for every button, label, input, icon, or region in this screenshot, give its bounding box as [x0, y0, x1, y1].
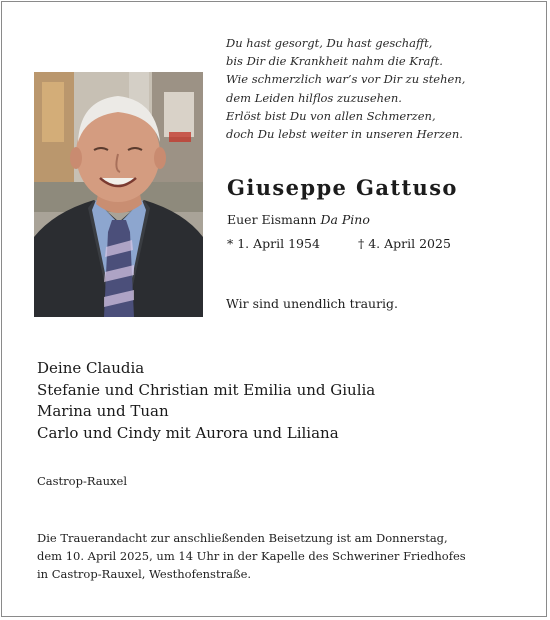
poem-line: bis Dir die Krankheit nahm die Kraft.: [226, 54, 443, 69]
notice-line: Die Trauerandacht zur anschließenden Beisetzung ist am Donnerstag,: [37, 531, 448, 545]
poem-line: doch Du lebst weiter in unseren Herzen.: [226, 127, 463, 142]
family-member-line: Stefanie und Christian mit Emilia und Giulia: [37, 380, 376, 399]
city-name: Castrop-Rauxel: [37, 474, 128, 488]
poem-line: Erlöst bist Du von allen Schmerzen,: [226, 108, 436, 123]
deceased-name: Giuseppe Gattuso: [227, 175, 458, 200]
nickname-prefix: Euer Eismann: [227, 212, 317, 227]
portrait-photo: [34, 72, 203, 317]
poem-line: Du hast gesorgt, Du hast geschafft,: [226, 36, 433, 50]
poem-line: Wie schmerzlich war’s vor Dir zu stehen,: [226, 72, 466, 87]
family-member-line: Marina und Tuan: [37, 402, 169, 420]
sorrow-text: Wir sind unendlich traurig.: [226, 296, 399, 311]
nickname-line: [227, 212, 370, 227]
nickname: Da Pino: [320, 212, 370, 227]
poem-line: dem Leiden hilflos zuzusehen.: [226, 90, 402, 105]
birth-date: * 1. April 1954: [227, 236, 320, 251]
memorial-poem: [226, 34, 526, 143]
family-list: [37, 358, 375, 444]
notice-line: dem 10. April 2025, um 14 Uhr in der Kapelle des Schweriner Friedhofes: [37, 549, 466, 563]
funeral-notice: [37, 529, 517, 583]
death-date: † 4. April 2025: [358, 236, 451, 251]
family-member-line: Carlo und Cindy mit Aurora und Liliana: [37, 423, 339, 442]
notice-line: in Castrop-Rauxel, Westhofenstraße.: [37, 567, 252, 581]
family-member-line: Deine Claudia: [37, 359, 145, 377]
